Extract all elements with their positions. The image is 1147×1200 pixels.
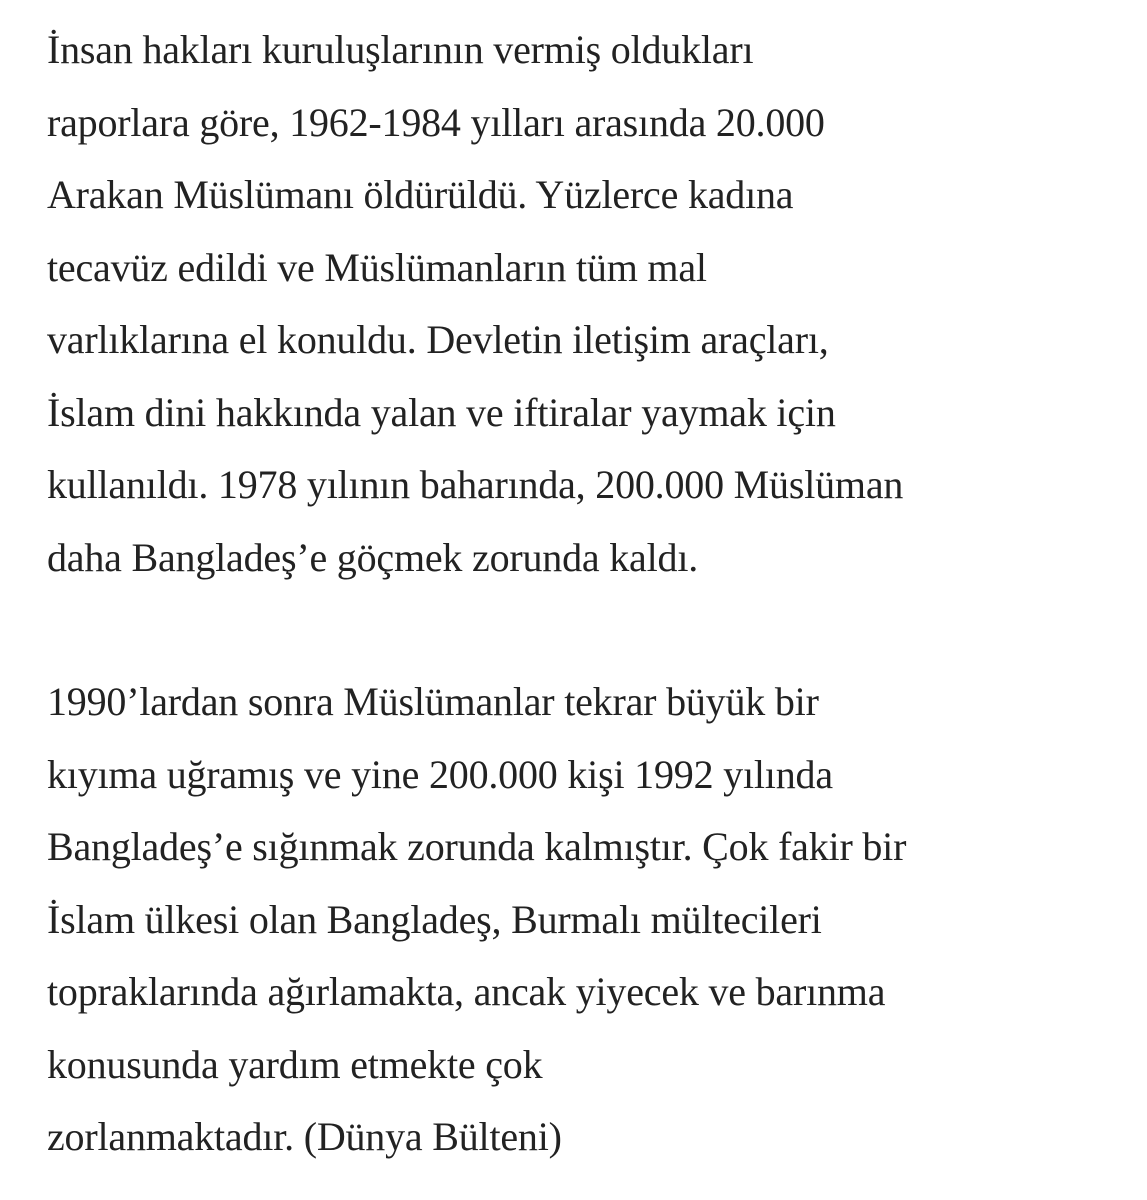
text-line: raporlara göre, 1962-1984 yılları arasında 20.000 [47, 99, 825, 145]
text-line: Arakan Müslümanı öldürüldü. Yüzlerce kadına [47, 172, 794, 217]
paragraph-spacer [47, 594, 1127, 666]
text-line: daha Bangladeş’e göçmek zorunda kaldı. [47, 534, 699, 580]
text-line: varlıklarına el konuldu. Devletin iletişim araçları, [47, 317, 829, 362]
text-line: konusunda yardım etmekte çok [47, 1041, 543, 1087]
text-line: İslam dini hakkında yalan ve iftiralar yaymak için [47, 389, 836, 435]
text-line: İnsan hakları kuruluşlarının vermiş oldukları [47, 27, 754, 72]
text-line: kullanıldı. 1978 yılının baharında, 200.000 Müslüman [47, 462, 904, 507]
paragraph-2 [47, 666, 1127, 1174]
text-line: zorlanmaktadır. (Dünya Bülteni) [47, 1114, 562, 1159]
text-line: İslam ülkesi olan Bangladeş, Burmalı mültecileri [47, 896, 822, 942]
text-line: 1990’lardan sonra Müslümanlar tekrar büyük bir [47, 679, 819, 724]
text-line: tecavüz edildi ve Müslümanların tüm mal [47, 244, 707, 290]
article-body [47, 14, 1127, 1174]
text-line: topraklarında ağırlamakta, ancak yiyecek ve barınma [47, 969, 886, 1014]
text-line: kıyıma uğramış ve yine 200.000 kişi 1992 yılında [47, 751, 833, 797]
text-line: Bangladeş’e sığınmak zorunda kalmıştır. Çok fakir bir [47, 824, 907, 869]
paragraph-1 [47, 14, 1127, 594]
